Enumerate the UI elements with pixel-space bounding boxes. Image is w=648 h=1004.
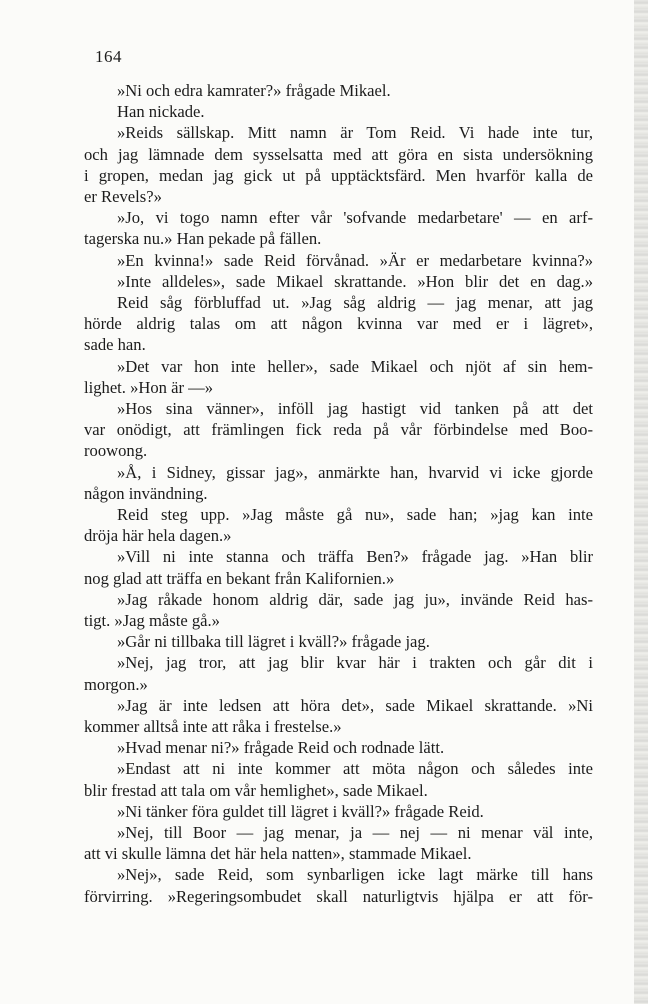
text-line: förvirring. »Regeringsombudet skall naturligtvis hjälpa er att för- <box>84 886 593 906</box>
text-line: »Hos sina vänner», inföll jag hastigt vid tanken på att det <box>117 399 593 418</box>
text-line: »Nej, jag tror, att jag blir kvar här i trakten och går dit i <box>117 653 593 673</box>
text-line: er Revels?» <box>84 187 162 206</box>
text-line: hörde aldrig talas om att någon kvinna var med er i lägret», <box>84 314 593 334</box>
text-line: Han nickade. <box>117 102 205 122</box>
text-line: roowong. <box>84 441 148 461</box>
text-line: någon invändning. <box>84 483 208 503</box>
text-line: »Jag är inte ledsen att höra det», sade Mikael skrattande. »Ni <box>117 695 593 715</box>
page-number: 164 <box>95 47 122 66</box>
text-line: »Går ni tillbaka till lägret i kväll?» frågade jag. <box>117 632 430 652</box>
text-line: »Det var hon inte heller», sade Mikael och njöt af sin hem- <box>117 356 593 376</box>
text-line: Reid såg förbluffad ut. »Jag såg aldrig — jag menar, att jag <box>117 293 593 312</box>
text-line: blir frestad att tala om vår hemlighet», sade Mikael. <box>84 780 428 800</box>
text-line: »Endast att ni inte kommer att möta någon och således inte <box>117 759 593 779</box>
text-line: »Vill ni inte stanna och träffa Ben?» frågade jag. »Han blir <box>117 547 593 567</box>
text-line: i gropen, medan jag gick ut på upptäcktsfärd. Men hvarför kalla de <box>84 165 593 185</box>
text-line: »Nej, till Boor — jag menar, ja — nej — ni menar väl inte, <box>117 823 593 842</box>
text-line: nog glad att träffa en bekant från Kalifornien.» <box>84 568 395 588</box>
text-line: »Hvad menar ni?» frågade Reid och rodnade lätt. <box>117 738 445 758</box>
text-line: dröja här hela dagen.» <box>84 526 232 546</box>
text-line: tagerska nu.» Han pekade på fällen. <box>84 229 322 249</box>
text-line: »Ni tänker föra guldet till lägret i kväll?» frågade Reid. <box>117 801 484 821</box>
text-line: kommer alltså inte att råka i frestelse.» <box>84 717 342 736</box>
text-line: »Jo, vi togo namn efter vår 'sofvande medarbetare' — en arf- <box>117 208 593 228</box>
text-line: lighet. »Hon är —» <box>84 377 214 397</box>
text-line: Reid steg upp. »Jag måste gå nu», sade han; »jag kan inte <box>117 505 593 524</box>
text-line: sade han. <box>84 335 146 355</box>
text-line: »Reids sällskap. Mitt namn är Tom Reid. Vi hade inte tur, <box>117 123 593 143</box>
text-line: »Nej», sade Reid, som synbarligen icke lagt märke till hans <box>117 865 593 885</box>
text-line: »Ni och edra kamrater?» frågade Mikael. <box>117 81 391 100</box>
text-line: morgon.» <box>84 674 148 694</box>
text-line: och jag lämnade dem sysselsatta med att göra en sista undersökning <box>84 144 593 164</box>
text-line: »Å, i Sidney, gissar jag», anmärkte han, hvarvid vi icke gjorde <box>117 462 593 482</box>
text-line: »Inte alldeles», sade Mikael skrattande. »Hon blir det en dag.» <box>117 271 593 291</box>
text-line: »En kvinna!» sade Reid förvånad. »Är er medarbetare kvinna?» <box>117 250 593 270</box>
text-line: att vi skulle lämna det här hela natten», stammade Mikael. <box>84 844 472 864</box>
text-line: tigt. »Jag måste gå.» <box>84 611 220 630</box>
text-line: »Jag råkade honom aldrig där, sade jag ju», invände Reid has- <box>117 589 593 609</box>
text-line: var onödigt, att främlingen fick reda på vår förbindelse med Boo- <box>84 420 593 440</box>
